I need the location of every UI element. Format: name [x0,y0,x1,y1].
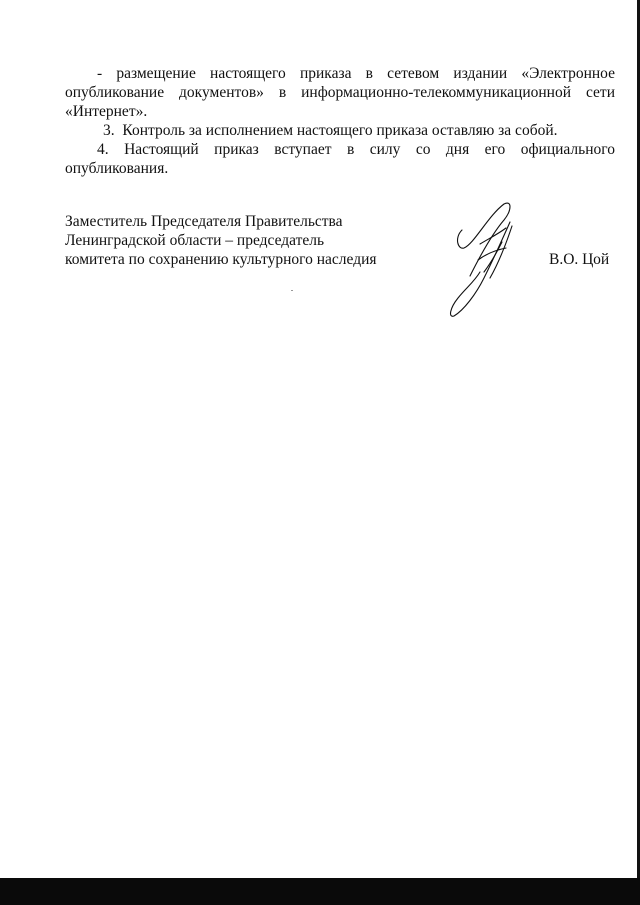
paragraph-effective-date: 4. Настоящий приказ вступает в силу со дня его официального опубликования. [65,141,615,177]
paragraph-publication: - размещение настоящего приказа в сетевом издании «Электронное опубликование документов» в информационно-телекоммуникационной сети «Интернет». [65,65,615,120]
handwritten-signature [440,198,530,323]
scan-edge-bottom [0,878,640,905]
signatory-name: В.О. Цой [549,251,610,268]
paragraph-control: 3. Контроль за исполнением настоящего приказа оставляю за собой. [103,122,558,139]
signatory-position [65,212,377,269]
scan-speck [291,290,293,291]
document-body [65,64,615,178]
position-line-3: комитета по сохранению культурного наследия [65,251,377,268]
position-line-2: Ленинградской области – председатель [65,232,325,249]
position-line-1: Заместитель Председателя Правительства [65,213,343,230]
